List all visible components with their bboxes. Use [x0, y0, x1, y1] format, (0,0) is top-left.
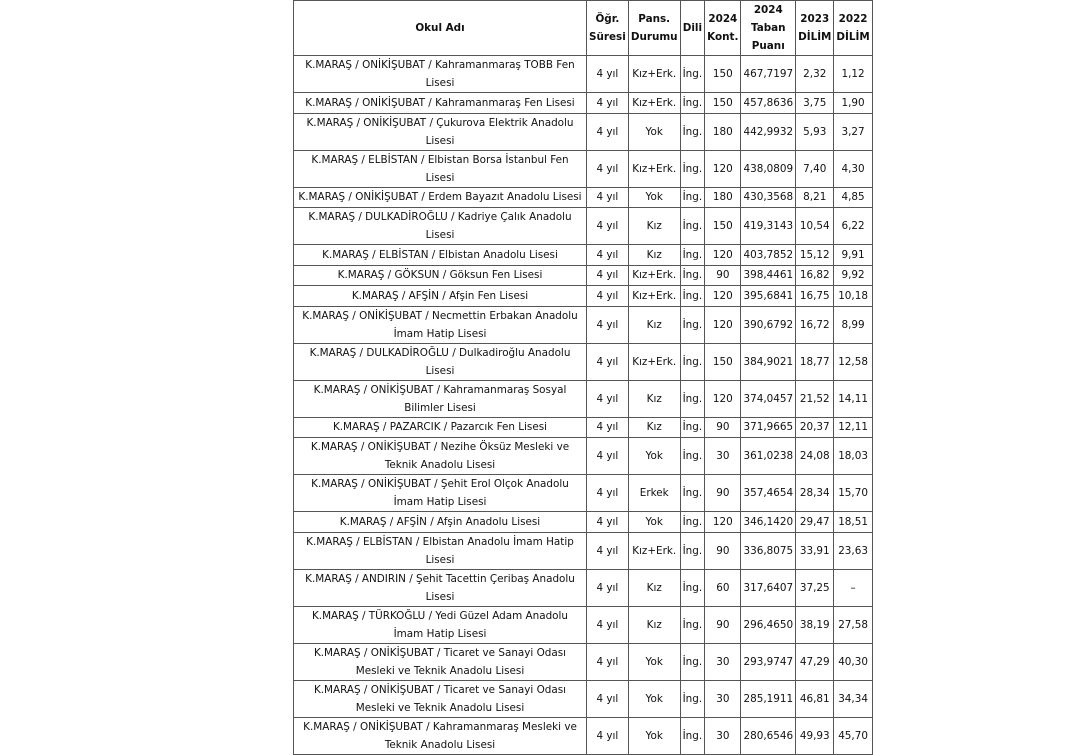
school-name-cell: K.MARAŞ / TÜRKOĞLU / Yedi Güzel Adam Anadolu İmam Hatip Lisesi	[294, 606, 587, 643]
percentile-2022-cell: 6,22	[834, 208, 872, 245]
quota-cell: 150	[705, 208, 741, 245]
school-name-cell: K.MARAŞ / ONİKİŞUBAT / Kahramanmaraş Mesleki ve Teknik Anadolu Lisesi	[294, 717, 587, 754]
duration-cell: 4 yıl	[587, 417, 629, 438]
school-name-cell: K.MARAŞ / AFŞİN / Afşin Fen Lisesi	[294, 286, 587, 307]
table-row	[294, 532, 873, 569]
base-score-cell: 398,4461	[741, 265, 796, 286]
language-cell: İng.	[680, 113, 705, 150]
school-name-cell: K.MARAŞ / ONİKİŞUBAT / Ticaret ve Sanayi Odası Mesleki ve Teknik Anadolu Lisesi	[294, 643, 587, 680]
language-cell: İng.	[680, 286, 705, 307]
school-name-cell: K.MARAŞ / ELBİSTAN / Elbistan Anadolu Lisesi	[294, 245, 587, 266]
duration-cell: 4 yıl	[587, 512, 629, 533]
base-score-cell: 336,8075	[741, 532, 796, 569]
boarding-cell: Erkek	[628, 475, 680, 512]
base-score-cell: 390,6792	[741, 306, 796, 343]
language-cell: İng.	[680, 680, 705, 717]
table-row	[294, 286, 873, 307]
quota-cell: 120	[705, 380, 741, 417]
quota-cell: 120	[705, 286, 741, 307]
percentile-2023-cell: 47,29	[796, 643, 834, 680]
percentile-2022-cell: 18,51	[834, 512, 872, 533]
table-row	[294, 380, 873, 417]
percentile-2022-cell: 34,34	[834, 680, 872, 717]
percentile-2022-cell: 12,11	[834, 417, 872, 438]
percentile-2023-cell: 38,19	[796, 606, 834, 643]
duration-cell: 4 yıl	[587, 606, 629, 643]
header-language: Dili	[680, 1, 705, 56]
school-name-cell: K.MARAŞ / AFŞİN / Afşin Anadolu Lisesi	[294, 512, 587, 533]
percentile-2023-cell: 15,12	[796, 245, 834, 266]
base-score-cell: 317,6407	[741, 569, 796, 606]
language-cell: İng.	[680, 93, 705, 114]
percentile-2022-cell: 15,70	[834, 475, 872, 512]
duration-cell: 4 yıl	[587, 56, 629, 93]
table-row	[294, 512, 873, 533]
quota-cell: 90	[705, 417, 741, 438]
language-cell: İng.	[680, 306, 705, 343]
percentile-2023-cell: 29,47	[796, 512, 834, 533]
boarding-cell: Yok	[628, 643, 680, 680]
base-score-cell: 395,6841	[741, 286, 796, 307]
quota-cell: 90	[705, 265, 741, 286]
duration-cell: 4 yıl	[587, 532, 629, 569]
percentile-2022-cell: 9,92	[834, 265, 872, 286]
table-row	[294, 417, 873, 438]
duration-cell: 4 yıl	[587, 380, 629, 417]
boarding-cell: Yok	[628, 438, 680, 475]
percentile-2023-cell: 46,81	[796, 680, 834, 717]
boarding-cell: Kız	[628, 569, 680, 606]
duration-cell: 4 yıl	[587, 93, 629, 114]
boarding-cell: Kız	[628, 417, 680, 438]
table-row	[294, 56, 873, 93]
duration-cell: 4 yıl	[587, 265, 629, 286]
school-name-cell: K.MARAŞ / GÖKSUN / Göksun Fen Lisesi	[294, 265, 587, 286]
percentile-2023-cell: 2,32	[796, 56, 834, 93]
table-row	[294, 265, 873, 286]
boarding-cell: Kız+Erk.	[628, 56, 680, 93]
language-cell: İng.	[680, 343, 705, 380]
table-row	[294, 606, 873, 643]
school-name-cell: K.MARAŞ / ELBİSTAN / Elbistan Borsa İstanbul Fen Lisesi	[294, 150, 587, 187]
table-row	[294, 150, 873, 187]
table-row	[294, 475, 873, 512]
duration-cell: 4 yıl	[587, 569, 629, 606]
quota-cell: 90	[705, 606, 741, 643]
quota-cell: 60	[705, 569, 741, 606]
language-cell: İng.	[680, 417, 705, 438]
header-boarding-status: Pans. Durumu	[628, 1, 680, 56]
percentile-2022-cell: 4,30	[834, 150, 872, 187]
school-table-container	[293, 0, 873, 755]
percentile-2023-cell: 3,75	[796, 93, 834, 114]
school-name-cell: K.MARAŞ / ONİKİŞUBAT / Nezihe Öksüz Mesleki ve Teknik Anadolu Lisesi	[294, 438, 587, 475]
percentile-2022-cell: 8,99	[834, 306, 872, 343]
language-cell: İng.	[680, 380, 705, 417]
percentile-2023-cell: 16,82	[796, 265, 834, 286]
percentile-2023-cell: 49,93	[796, 717, 834, 754]
table-row	[294, 93, 873, 114]
school-name-cell: K.MARAŞ / ANDIRIN / Şehit Tacettin Çeribaş Anadolu Lisesi	[294, 569, 587, 606]
school-name-cell: K.MARAŞ / DULKADİROĞLU / Dulkadiroğlu Anadolu Lisesi	[294, 343, 587, 380]
percentile-2023-cell: 7,40	[796, 150, 834, 187]
school-name-cell: K.MARAŞ / ONİKİŞUBAT / Şehit Erol Olçok Anadolu İmam Hatip Lisesi	[294, 475, 587, 512]
language-cell: İng.	[680, 438, 705, 475]
header-2022-percentile: 2022 DİLİM	[834, 1, 872, 56]
percentile-2022-cell: 18,03	[834, 438, 872, 475]
boarding-cell: Yok	[628, 512, 680, 533]
base-score-cell: 285,1911	[741, 680, 796, 717]
duration-cell: 4 yıl	[587, 438, 629, 475]
duration-cell: 4 yıl	[587, 343, 629, 380]
table-row	[294, 717, 873, 754]
percentile-2023-cell: 28,34	[796, 475, 834, 512]
base-score-cell: 371,9665	[741, 417, 796, 438]
language-cell: İng.	[680, 187, 705, 208]
language-cell: İng.	[680, 56, 705, 93]
duration-cell: 4 yıl	[587, 245, 629, 266]
school-name-cell: K.MARAŞ / ONİKİŞUBAT / Erdem Bayazıt Anadolu Lisesi	[294, 187, 587, 208]
quota-cell: 120	[705, 245, 741, 266]
percentile-2022-cell: 23,63	[834, 532, 872, 569]
quota-cell: 30	[705, 438, 741, 475]
base-score-cell: 384,9021	[741, 343, 796, 380]
quota-cell: 90	[705, 532, 741, 569]
percentile-2022-cell: –	[834, 569, 872, 606]
base-score-cell: 357,4654	[741, 475, 796, 512]
base-score-cell: 346,1420	[741, 512, 796, 533]
language-cell: İng.	[680, 532, 705, 569]
boarding-cell: Kız	[628, 245, 680, 266]
header-2023-percentile: 2023 DİLİM	[796, 1, 834, 56]
base-score-cell: 442,9932	[741, 113, 796, 150]
boarding-cell: Yok	[628, 113, 680, 150]
duration-cell: 4 yıl	[587, 208, 629, 245]
base-score-cell: 293,9747	[741, 643, 796, 680]
table-row	[294, 306, 873, 343]
quota-cell: 120	[705, 306, 741, 343]
quota-cell: 150	[705, 93, 741, 114]
boarding-cell: Kız+Erk.	[628, 265, 680, 286]
table-row	[294, 245, 873, 266]
percentile-2022-cell: 4,85	[834, 187, 872, 208]
language-cell: İng.	[680, 717, 705, 754]
percentile-2023-cell: 37,25	[796, 569, 834, 606]
base-score-cell: 419,3143	[741, 208, 796, 245]
boarding-cell: Kız	[628, 306, 680, 343]
school-name-cell: K.MARAŞ / ELBİSTAN / Elbistan Anadolu İmam Hatip Lisesi	[294, 532, 587, 569]
base-score-cell: 438,0809	[741, 150, 796, 187]
school-name-cell: K.MARAŞ / ONİKİŞUBAT / Çukurova Elektrik Anadolu Lisesi	[294, 113, 587, 150]
header-2024-quota: 2024 Kont.	[705, 1, 741, 56]
base-score-cell: 430,3568	[741, 187, 796, 208]
duration-cell: 4 yıl	[587, 286, 629, 307]
percentile-2023-cell: 21,52	[796, 380, 834, 417]
percentile-2022-cell: 45,70	[834, 717, 872, 754]
boarding-cell: Kız+Erk.	[628, 286, 680, 307]
school-name-cell: K.MARAŞ / ONİKİŞUBAT / Ticaret ve Sanayi Odası Mesleki ve Teknik Anadolu Lisesi	[294, 680, 587, 717]
school-name-cell: K.MARAŞ / PAZARCIK / Pazarcık Fen Lisesi	[294, 417, 587, 438]
school-name-cell: K.MARAŞ / DULKADİROĞLU / Kadriye Çalık Anadolu Lisesi	[294, 208, 587, 245]
table-row	[294, 343, 873, 380]
table-row	[294, 680, 873, 717]
language-cell: İng.	[680, 475, 705, 512]
percentile-2022-cell: 40,30	[834, 643, 872, 680]
quota-cell: 90	[705, 475, 741, 512]
percentile-2023-cell: 33,91	[796, 532, 834, 569]
percentile-2022-cell: 3,27	[834, 113, 872, 150]
table-header-row	[294, 1, 873, 56]
school-name-cell: K.MARAŞ / ONİKİŞUBAT / Kahramanmaraş Sosyal Bilimler Lisesi	[294, 380, 587, 417]
language-cell: İng.	[680, 643, 705, 680]
table-row	[294, 113, 873, 150]
percentile-2023-cell: 16,72	[796, 306, 834, 343]
percentile-2023-cell: 5,93	[796, 113, 834, 150]
header-2024-base-score: 2024 Taban Puanı	[741, 1, 796, 56]
table-row	[294, 438, 873, 475]
percentile-2023-cell: 8,21	[796, 187, 834, 208]
base-score-cell: 467,7197	[741, 56, 796, 93]
quota-cell: 180	[705, 187, 741, 208]
boarding-cell: Kız+Erk.	[628, 532, 680, 569]
percentile-2022-cell: 9,91	[834, 245, 872, 266]
base-score-cell: 403,7852	[741, 245, 796, 266]
boarding-cell: Kız+Erk.	[628, 343, 680, 380]
language-cell: İng.	[680, 150, 705, 187]
percentile-2023-cell: 24,08	[796, 438, 834, 475]
boarding-cell: Kız	[628, 606, 680, 643]
boarding-cell: Kız	[628, 208, 680, 245]
header-education-duration: Öğr. Süresi	[587, 1, 629, 56]
percentile-2023-cell: 10,54	[796, 208, 834, 245]
quota-cell: 180	[705, 113, 741, 150]
percentile-2023-cell: 16,75	[796, 286, 834, 307]
percentile-2022-cell: 10,18	[834, 286, 872, 307]
base-score-cell: 374,0457	[741, 380, 796, 417]
boarding-cell: Kız+Erk.	[628, 93, 680, 114]
table-row	[294, 208, 873, 245]
percentile-2023-cell: 20,37	[796, 417, 834, 438]
quota-cell: 30	[705, 680, 741, 717]
quota-cell: 150	[705, 56, 741, 93]
base-score-cell: 457,8636	[741, 93, 796, 114]
school-scores-table	[293, 0, 873, 755]
base-score-cell: 280,6546	[741, 717, 796, 754]
percentile-2022-cell: 27,58	[834, 606, 872, 643]
quota-cell: 150	[705, 343, 741, 380]
language-cell: İng.	[680, 245, 705, 266]
quota-cell: 120	[705, 512, 741, 533]
quota-cell: 120	[705, 150, 741, 187]
percentile-2022-cell: 1,90	[834, 93, 872, 114]
base-score-cell: 361,0238	[741, 438, 796, 475]
duration-cell: 4 yıl	[587, 187, 629, 208]
quota-cell: 30	[705, 717, 741, 754]
language-cell: İng.	[680, 606, 705, 643]
duration-cell: 4 yıl	[587, 306, 629, 343]
school-name-cell: K.MARAŞ / ONİKİŞUBAT / Necmettin Erbakan Anadolu İmam Hatip Lisesi	[294, 306, 587, 343]
duration-cell: 4 yıl	[587, 475, 629, 512]
percentile-2023-cell: 18,77	[796, 343, 834, 380]
header-school-name: Okul Adı	[294, 1, 587, 56]
table-row	[294, 643, 873, 680]
table-body	[294, 56, 873, 755]
boarding-cell: Kız	[628, 380, 680, 417]
percentile-2022-cell: 12,58	[834, 343, 872, 380]
boarding-cell: Kız+Erk.	[628, 150, 680, 187]
percentile-2022-cell: 1,12	[834, 56, 872, 93]
duration-cell: 4 yıl	[587, 643, 629, 680]
language-cell: İng.	[680, 265, 705, 286]
language-cell: İng.	[680, 208, 705, 245]
language-cell: İng.	[680, 569, 705, 606]
school-name-cell: K.MARAŞ / ONİKİŞUBAT / Kahramanmaraş TOBB Fen Lisesi	[294, 56, 587, 93]
duration-cell: 4 yıl	[587, 113, 629, 150]
table-row	[294, 187, 873, 208]
quota-cell: 30	[705, 643, 741, 680]
language-cell: İng.	[680, 512, 705, 533]
table-row	[294, 569, 873, 606]
percentile-2022-cell: 14,11	[834, 380, 872, 417]
school-name-cell: K.MARAŞ / ONİKİŞUBAT / Kahramanmaraş Fen Lisesi	[294, 93, 587, 114]
duration-cell: 4 yıl	[587, 680, 629, 717]
boarding-cell: Yok	[628, 187, 680, 208]
duration-cell: 4 yıl	[587, 717, 629, 754]
base-score-cell: 296,4650	[741, 606, 796, 643]
duration-cell: 4 yıl	[587, 150, 629, 187]
boarding-cell: Yok	[628, 680, 680, 717]
boarding-cell: Yok	[628, 717, 680, 754]
